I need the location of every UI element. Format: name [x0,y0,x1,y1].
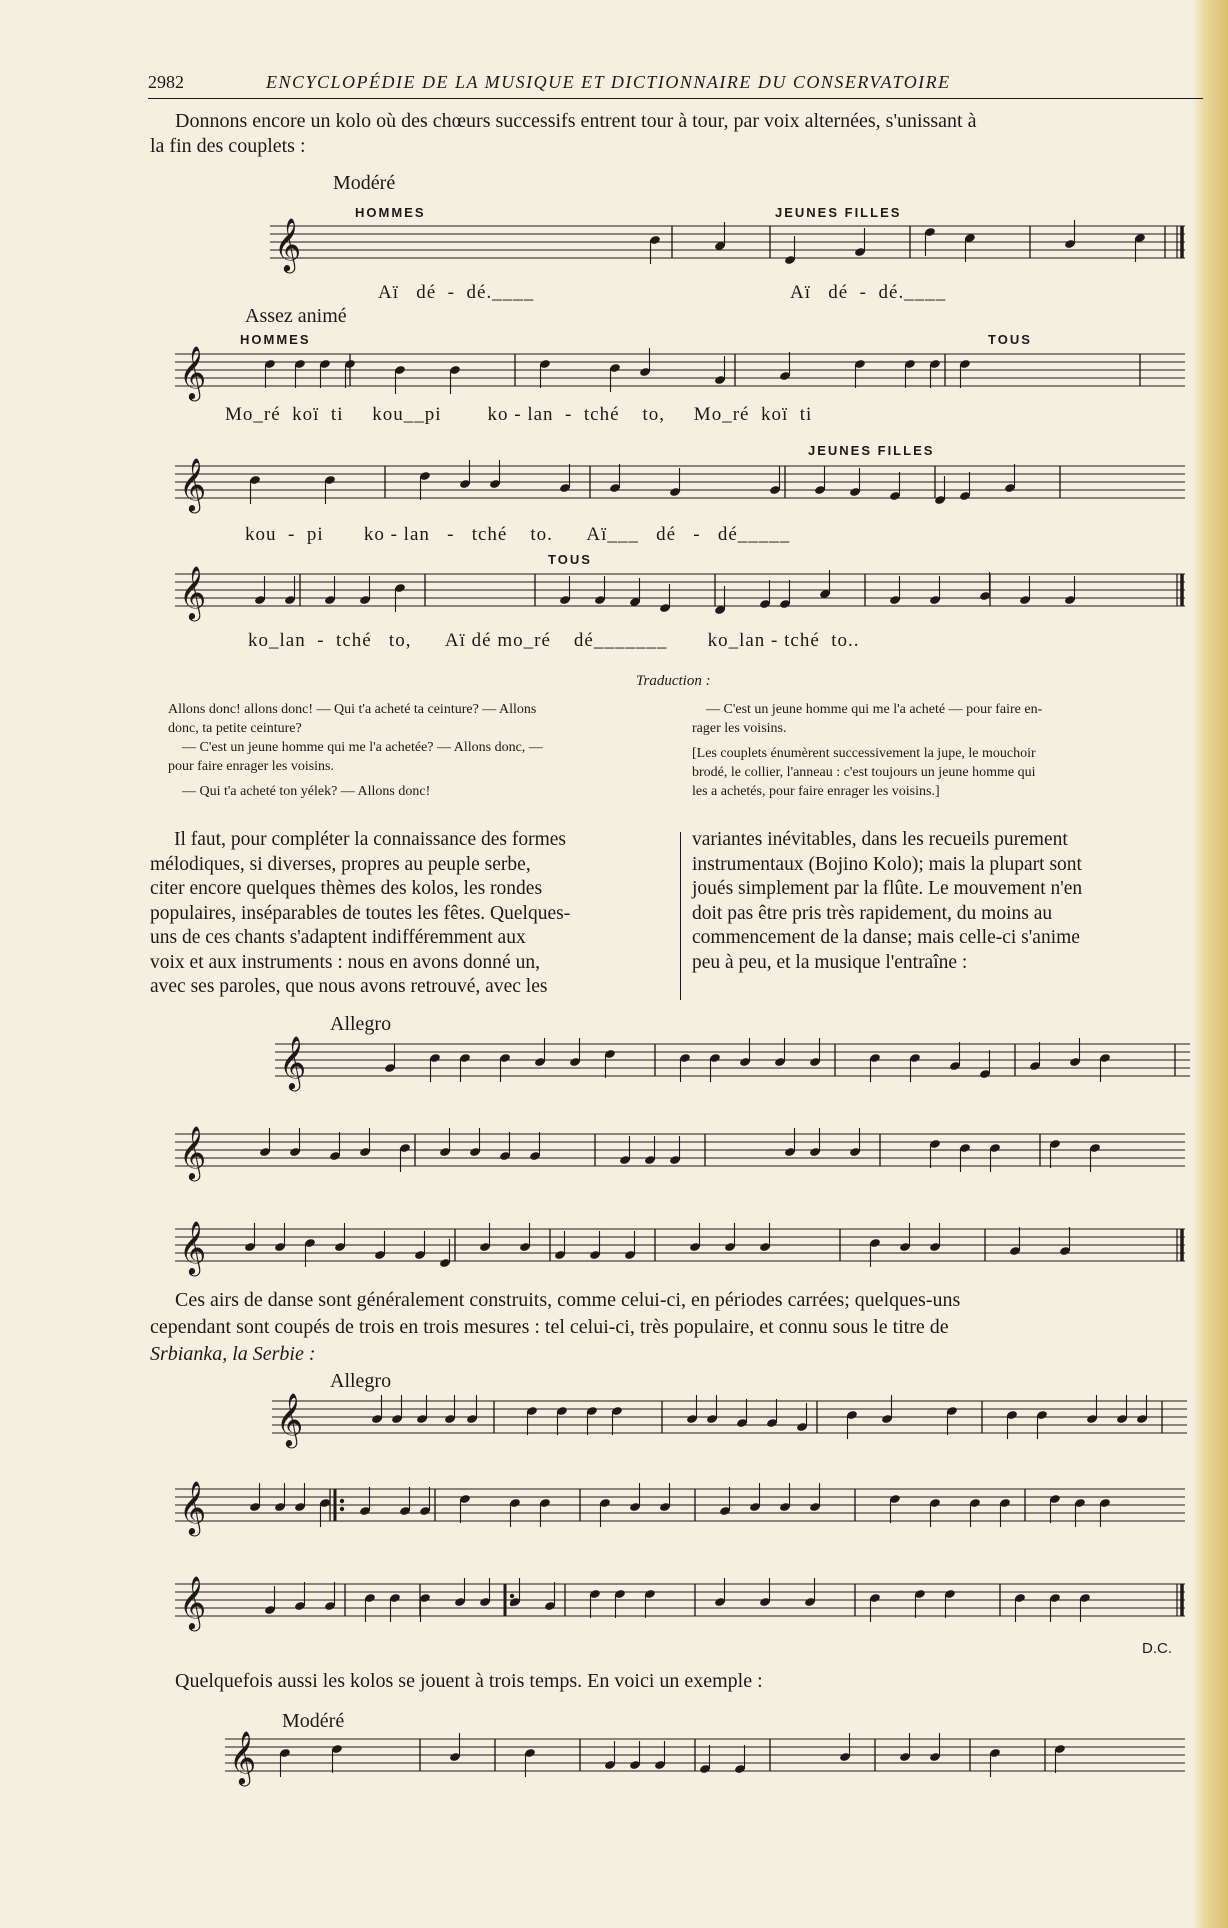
body-line: joués simplement par la flûte. Le mouvement n'en [692,878,1083,899]
tempo-marking: Assez animé [245,305,347,327]
treble-clef-icon: 𝄞 [229,1730,257,1784]
lyrics-line: Mo_ré koï ti kou__pi ko - lan - tché to, Mo_ré koï ti [225,404,813,425]
body-column-left [150,828,668,1000]
body-line: populaires, inséparables de toutes les fêtes. Quelques- [150,902,571,924]
treble-clef-icon: 𝄞 [179,1480,207,1534]
repeat-dot [340,1499,344,1503]
music-staff [272,1392,1187,1446]
body-line: Il faut, pour compléter la connaissance des formes [174,829,567,850]
repeat-dot [510,1594,514,1598]
translation-line: [Les couplets énumèrent successivement la jupe, le mouchoir [692,746,1036,761]
staff-lines [272,1401,1187,1433]
da-capo-marking: D.C. [1142,1640,1172,1657]
body-line: voix et aux instruments : nous en avons donné un, [150,951,540,973]
music-staff [175,1125,1185,1179]
final-para-line: Quelquefois aussi les kolos se jouent à trois temps. En voici un exemple : [175,1670,763,1692]
translation-line: les a achetés, pour faire enrager les voisins.] [692,784,940,799]
mid-para-line-3: Srbianka, la Serbie : [150,1343,316,1365]
mid-para-line-1: Ces airs de danse sont généralement construits, comme celui-ci, en périodes carrées; quelques-uns [175,1289,961,1311]
treble-clef-icon: 𝄞 [179,457,207,511]
music-staff [270,217,1185,271]
lyrics-line: ko_lan - tché to, Aï dé mo_ré dé_______ ko_lan - tché to.. [248,630,860,651]
lyrics-line: Aï dé - dé.____ [790,282,947,303]
treble-clef-icon: 𝄞 [179,1575,207,1629]
tempo-marking: Modéré [282,1710,345,1732]
music-staff [175,1220,1185,1274]
body-line: mélodiques, si diverses, propres au peuple serbe, [150,853,531,875]
translation-line: — C'est un jeune homme qui me l'a acheté — pour faire en- [706,702,1043,717]
body-line: citer encore quelques thèmes des kolos, les rondes [150,878,543,899]
treble-clef-icon: 𝄞 [179,345,207,399]
treble-clef-icon: 𝄞 [179,565,207,619]
tempo-marking: Modéré [333,172,396,194]
part-label: JEUNES FILLES [775,205,902,220]
music-staff [175,345,1185,399]
body-line: peu à peu, et la musique l'entraîne : [692,951,968,973]
body-line: avec ses paroles, que nous avons retrouvé, avec les [150,976,548,997]
music-staff [175,457,1185,511]
intro-line-2: la fin des couplets : [150,135,306,157]
translation-left [168,700,668,801]
staff-lines [175,1584,1185,1616]
tempo-marking: Allegro [330,1370,392,1392]
part-label: HOMMES [240,332,311,347]
part-label: TOUS [548,552,592,567]
translation-right [692,700,1202,801]
translation-line: pour faire enrager les voisins. [168,759,334,774]
treble-clef-icon: 𝄞 [179,1125,207,1179]
music-staff [175,1575,1185,1629]
treble-clef-icon: 𝄞 [179,1220,207,1274]
mid-para-line-2: cependant sont coupés de trois en trois mesures : tel celui-ci, très populaire, et connu sous le titre de [150,1316,949,1338]
staff-lines [270,226,1185,258]
running-title: ENCYCLOPÉDIE DE LA MUSIQUE ET DICTIONNAIRE DU CONSERVATOIRE [266,72,951,92]
translation-line: brodé, le collier, l'anneau : c'est toujours un jeune homme qui [692,765,1036,780]
lyrics-line: Aï dé - dé.____ [378,282,535,303]
part-label: JEUNES FILLES [808,443,935,458]
translation-line: — C'est un jeune homme qui me l'a achetée? — Allons donc, — [182,740,543,755]
staff-lines [175,1229,1185,1261]
translation-line: — Qui t'a acheté ton yélek? — Allons donc! [182,784,431,799]
music-staff [225,1730,1185,1784]
part-label: TOUS [988,332,1032,347]
music-staff [175,565,1185,619]
column-rule [680,832,681,1000]
tempo-marking: Allegro [330,1013,392,1035]
body-line: variantes inévitables, dans les recueils purement [692,829,1068,850]
music-staff [275,1035,1190,1089]
repeat-dot [340,1507,344,1511]
body-column-right [692,828,1204,975]
body-line: instrumentaux (Bojino Kolo); mais la plupart sont [692,853,1082,875]
translation-line: Allons donc! allons donc! — Qui t'a acheté ta ceinture? — Allons [168,702,537,717]
translation-line: donc, ta petite ceinture? [168,721,302,736]
body-line: uns de ces chants s'adaptent indifféremment aux [150,927,526,948]
treble-clef-icon: 𝄞 [279,1035,307,1089]
running-header [148,70,1203,99]
translation-title: Traduction : [636,673,711,689]
intro-line-1: Donnons encore un kolo où des chœurs successifs entrent tour à tour, par voix alternées, s'unissant à [175,110,977,132]
body-line: doit pas être pris très rapidement, du moins au [692,902,1053,924]
page-number: 2982 [148,72,184,92]
treble-clef-icon: 𝄞 [276,1392,304,1446]
part-label: HOMMES [355,205,426,220]
translation-line: rager les voisins. [692,721,787,736]
staff-lines [175,354,1185,386]
body-line: commencement de la danse; mais celle-ci s'anime [692,927,1080,948]
lyrics-line: kou - pi ko - lan - tché to. Aï___ dé - dé_____ [245,524,791,545]
music-staff [175,1480,1185,1534]
treble-clef-icon: 𝄞 [274,217,302,271]
staff-lines [275,1044,1190,1076]
